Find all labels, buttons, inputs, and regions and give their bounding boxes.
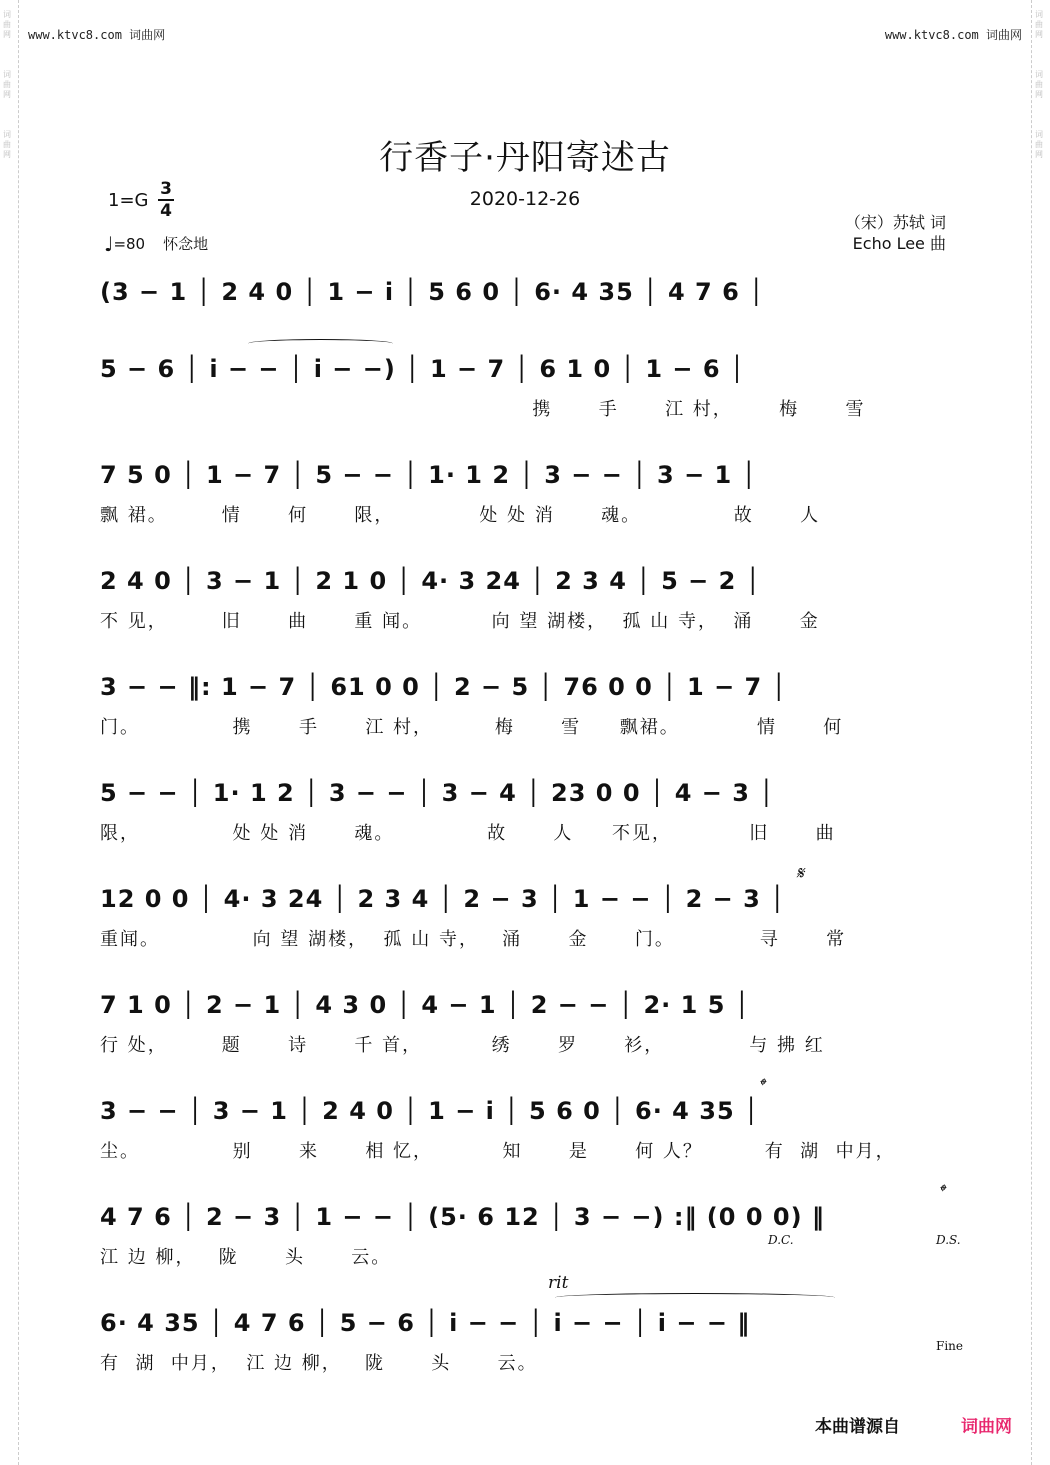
notation-line: 4 7 6 │ 2 − 3 │ 1 − − │ (5· 6 12 │ 3 − −) :‖ (0 0 0) ‖	[100, 1203, 825, 1231]
footer-brand-link[interactable]: 词曲网	[961, 1417, 1012, 1437]
expression-marking: 怀念地	[163, 235, 209, 253]
notation-line: 3 − − │ 3 − 1 │ 2 4 0 │ 1 − i │ 5 6 0 │ 6· 4 35 │	[100, 1097, 760, 1125]
tempo-marking	[104, 232, 208, 256]
score-row	[100, 991, 950, 1081]
time-signature-top: 3	[160, 179, 172, 199]
notation-line: (3 − 1 │ 2 4 0 │ 1 − i │ 5 6 0 │ 6· 4 35 │ 4 7 6 │	[100, 278, 765, 306]
score-row	[100, 779, 950, 869]
lyric-line: 不 见， 旧 曲 重 闻。 向 望 湖楼， 孤 山 寺， 涌 金	[100, 611, 820, 632]
lyric-line: 门。 携 手 江 村， 梅 雪 飘裙。 情 何	[100, 717, 844, 738]
tempo-value: =80	[113, 235, 146, 253]
lyric-line: 限， 处 处 消 魂。 故 人 不见， 旧 曲	[100, 823, 836, 844]
segno-icon: 𝄋	[796, 863, 804, 884]
notation-line: 7 1 0 │ 2 − 1 │ 4 3 0 │ 4 − 1 │ 2 − − │ 2· 1 5 │	[100, 991, 751, 1019]
notation-line: 12 0 0 │ 4· 3 24 │ 2 3 4 │ 2 − 3 │ 1 − − │ 2 − 3 │	[100, 885, 786, 913]
side-watermark-text: 词曲网	[1035, 70, 1043, 99]
credits	[845, 212, 946, 254]
tie-mark	[555, 1293, 835, 1302]
ds-marking: D.S.	[936, 1233, 961, 1247]
song-date: 2020-12-26	[469, 188, 581, 210]
footer-source: 本曲谱源自	[815, 1417, 900, 1437]
notation-line: 2 4 0 │ 3 − 1 │ 2 1 0 │ 4· 3 24 │ 2 3 4 │ 5 − 2 │	[100, 567, 762, 595]
right-watermark-strip	[1031, 0, 1050, 1465]
coda-icon: 𝄌	[758, 1075, 765, 1096]
lyric-line: 行 处， 题 诗 千 首， 绣 罗 衫， 与 拂 红	[100, 1035, 825, 1056]
score-row	[100, 863, 950, 975]
time-signature	[158, 180, 174, 220]
notation-line: 7 5 0 │ 1 − 7 │ 5 − − │ 1· 1 2 │ 3 − − │ 3 − 1 │	[100, 461, 758, 489]
song-title: 行香子·丹阳寄述古	[379, 138, 671, 178]
site-url-right: www.ktvc8.com 词曲网	[884, 28, 1022, 42]
score-row	[100, 1273, 963, 1399]
tie-mark	[248, 339, 393, 348]
notation-line: 3 − − ‖: 1 − 7 │ 61 0 0 │ 2 − 5 │ 76 0 0 │ 1 − 7 │	[100, 673, 788, 701]
score-row	[100, 461, 950, 551]
time-signature-bottom: 4	[160, 201, 172, 221]
side-watermark-text: 词曲网	[3, 10, 11, 39]
lyric-line: 尘。 别 来 相 忆， 知 是 何 人？ 有 湖 中月，	[100, 1141, 896, 1162]
side-watermark-text: 词曲网	[1035, 10, 1043, 39]
score-row	[100, 355, 950, 445]
key-signature: 1=G	[108, 190, 149, 211]
score-row	[100, 1075, 950, 1187]
fine-marking: Fine	[936, 1339, 963, 1353]
score-row	[100, 567, 950, 657]
lyric-line: 江 边 柳， 陇 头 云。	[100, 1247, 392, 1268]
lyric-line: 携 手 江 村， 梅 雪	[100, 399, 866, 420]
notation-line: 6· 4 35 │ 4 7 6 │ 5 − 6 │ i − − │ i − − │ i − − ‖	[100, 1309, 751, 1337]
notation-line: 5 − 6 │ i − − │ i − −) │ 1 − 7 │ 6 1 0 │ 1 − 6 │	[100, 355, 746, 383]
score-row	[100, 1181, 961, 1293]
side-watermark-text: 词曲网	[3, 130, 11, 159]
side-watermark-text: 词曲网	[3, 70, 11, 99]
rit-marking: rit	[548, 1273, 569, 1293]
dc-marking: D.C.	[768, 1233, 794, 1247]
score-row	[100, 673, 950, 763]
side-watermark-text: 词曲网	[1035, 130, 1043, 159]
lyric-line: 飘 裙。 情 何 限， 处 处 消 魂。 故 人	[100, 505, 821, 526]
lyric-line: 有 湖 中月， 江 边 柳， 陇 头 云。	[100, 1353, 538, 1374]
composer-credit: Echo Lee 曲	[852, 234, 946, 253]
coda-icon: 𝄌	[938, 1181, 945, 1202]
left-watermark-strip	[0, 0, 19, 1465]
notation-line: 5 − − │ 1· 1 2 │ 3 − − │ 3 − 4 │ 23 0 0 │ 4 − 3 │	[100, 779, 775, 807]
lyric-line: 重闻。 向 望 湖楼， 孤 山 寺， 涌 金 门。 寻 常	[100, 929, 847, 950]
lyricist-credit: （宋）苏轼 词	[844, 213, 946, 232]
quarter-note-icon: ♩	[104, 232, 114, 256]
site-url-left: www.ktvc8.com 词曲网	[28, 28, 166, 42]
